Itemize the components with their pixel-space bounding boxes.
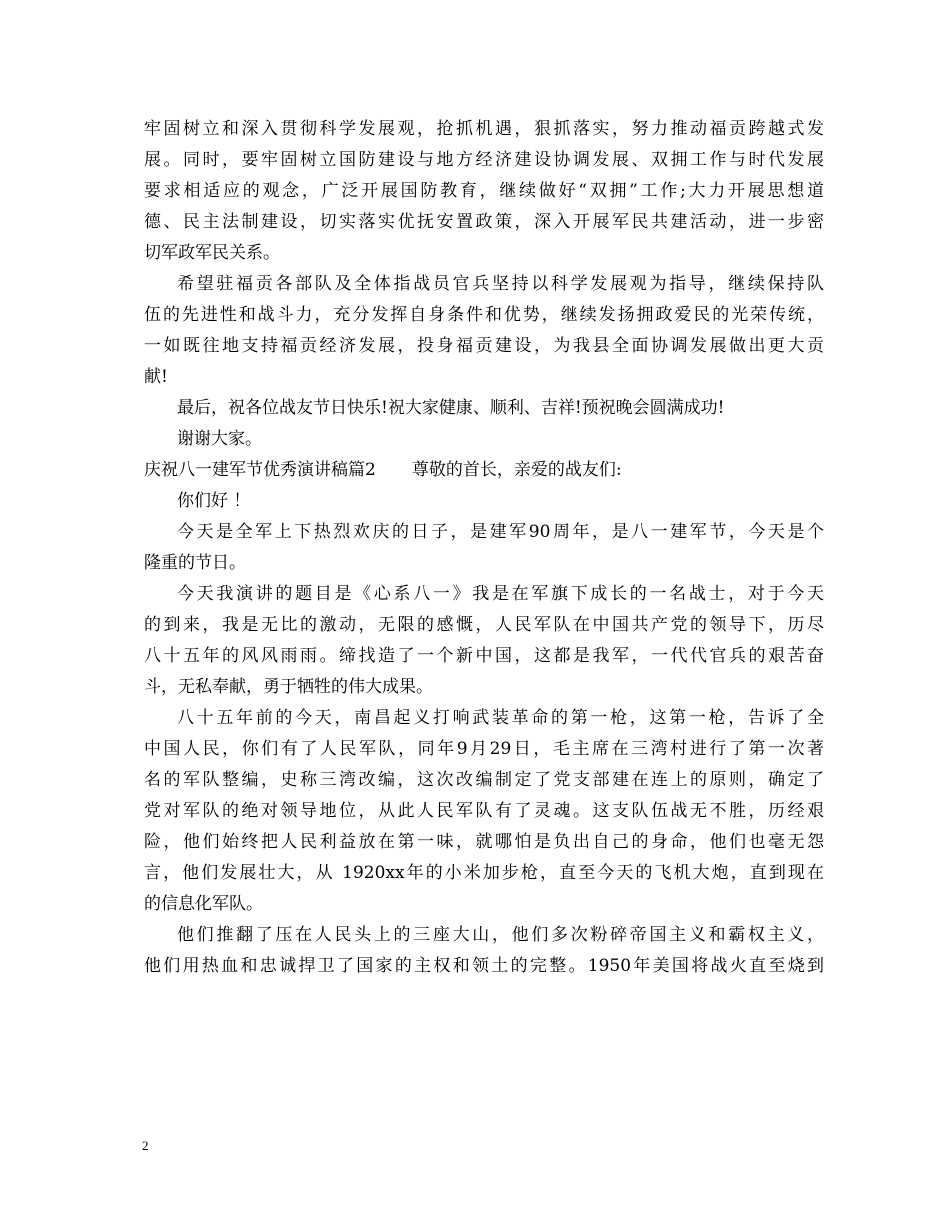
text-line: 最后，祝各位战友节日快乐!祝大家健康、顺利、吉祥!预祝晚会圆满成功!: [177, 398, 725, 418]
text-line: 隆重的节日。: [144, 553, 246, 573]
paragraph-block-2: [144, 486, 824, 982]
page-number: 2: [142, 1138, 149, 1153]
text-line: 展。同时，要牢固树立国防建设与地方经济建设协调发展、双拥工作与时代发展: [144, 150, 824, 170]
text-line: 斗，无私奉献，勇于牺牲的伟大成果。: [144, 677, 433, 697]
paragraph-block-1: [144, 114, 824, 455]
text-line: 谢谢大家。: [177, 429, 262, 449]
text-line: 名的军队整编，史称三湾改编，这次改编制定了党支部建在连上的原则，确定了: [144, 770, 824, 790]
text-line: 今天是全军上下热烈欢庆的日子，是建军90周年，是八一建军节，今天是个: [177, 522, 824, 542]
text-line: 希望驻福贡各部队及全体指战员官兵坚持以科学发展观为指导，继续保持队: [177, 274, 824, 294]
text-line: 的信息化军队。: [144, 894, 263, 914]
document-body: [144, 114, 824, 982]
section-title: 庆祝八一建军节优秀演讲稿篇2: [144, 460, 376, 480]
text-line: 他们用热血和忠诚捍卫了国家的主权和领土的完整。1950年美国将战火直至烧到: [144, 956, 824, 976]
text-line: 今天我演讲的题目是《心系八一》我是在军旗下成长的一名战士，对于今天: [177, 584, 824, 604]
text-line: 中国人民，你们有了人民军队，同年9月29日，毛主席在三湾村进行了第一次著: [144, 739, 824, 759]
text-line: 他们推翻了压在人民头上的三座大山，他们多次粉碎帝国主义和霸权主义，: [177, 925, 824, 945]
text-line: 献!: [144, 367, 168, 387]
text-line: 一如既往地支持福贡经济发展，投身福贡建设，为我县全面协调发展做出更大贡: [144, 336, 824, 356]
text-line: 八十五年前的今天，南昌起义打响武装革命的第一枪，这第一枪，告诉了全: [177, 708, 824, 728]
text-line: 言，他们发展壮大，从 1920xx年的小米加步枪，直至今天的飞机大炮，直到现在: [144, 863, 824, 883]
text-line: 党对军队的绝对领导地位，从此人民军队有了灵魂。这支队伍战无不胜，历经艰: [144, 801, 824, 821]
text-line: 八十五年的风风雨雨。缔找造了一个新中国，这都是我军，一代代官兵的艰苦奋: [144, 646, 824, 666]
text-line: 切军政军民关系。: [144, 243, 280, 263]
text-line: 德、民主法制建设，切实落实优抚安置政策，深入开展军民共建活动，进一步密: [144, 212, 824, 232]
text-line: 险，他们始终把人民利益放在第一味，就哪怕是负出自己的身命，他们也毫无怨: [144, 832, 824, 852]
text-line: 牢固树立和深入贯彻科学发展观，抢抓机遇，狠抓落实，努力推动福贡跨越式发: [144, 119, 824, 139]
text-line: 的到来，我是无比的激动，无限的感慨，人民军队在中国共产党的领导下，历尽: [144, 615, 824, 635]
salutation: 尊敬的首长，亲爱的战友们:: [411, 460, 622, 480]
section-heading-line: [144, 455, 824, 486]
text-line: 你们好 ！: [177, 491, 251, 511]
text-line: 伍的先进性和战斗力，充分发挥自身条件和优势，继续发扬拥政爱民的光荣传统，: [144, 305, 824, 325]
text-line: 要求相适应的观念，广泛开展国防教育，继续做好“双拥”工作;大力开展思想道: [144, 181, 824, 201]
